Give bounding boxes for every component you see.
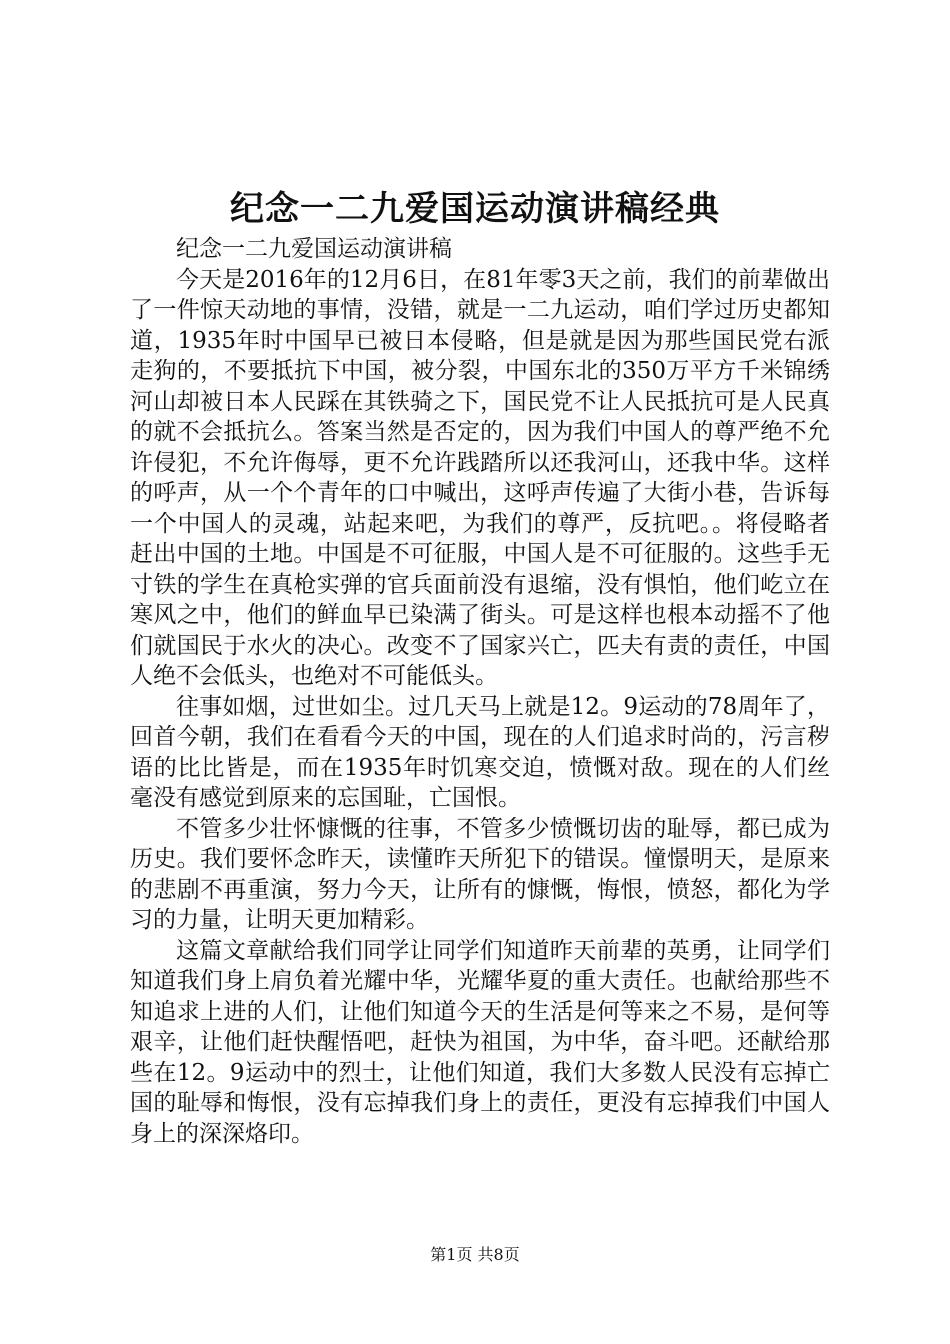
paragraph-4: 这篇文章献给我们同学让同学们知道昨天前辈的英勇，让同学们知道我们身上肩负着光耀中华，光耀华夏的重大责任。也献给那些不知追求上进的人们，让他们知道今天的生活是何等来之不易，是何等艰辛，让他们赶快醒悟吧，赶快为祖国，为中华，奋斗吧。还献给那些在12。9运动中的烈士，让他们知道，我们大多数人民没有忘掉亡国的耻辱和悔恨，没有忘掉我们身上的责任，更没有忘掉我们中国人身上的深深烙印。: [130, 937, 830, 1147]
paragraph-2: 往事如烟，过世如尘。过几天马上就是12。9运动的78周年了，回首今朝，我们在看看今天的中国，现在的人们追求时尚的，污言秽语的比比皆是，而在1935年时饥寒交迫，愤慨对敌。现在的人们丝毫没有感觉到原来的忘国耻，亡国恨。: [130, 693, 830, 811]
page-number-footer: 第1页 共8页: [430, 1245, 520, 1264]
paragraph-1: 今天是2016年的12月6日，在81年零3天之前，我们的前辈做出了一件惊天动地的事情，没错，就是一二九运动，咱们学过历史都知道，1935年时中国早已被日本侵略，但是就是因为那些国民党右派走狗的，不要抵抗下中国，被分裂，中国东北的350万平方千米锦绣河山却被日本人民踩在其铁骑之下，国民党不让人民抵抗可是人民真的就不会抵抗么。答案当然是否定的，因为我们中国人的尊严绝不允许侵犯，不允许侮辱，更不允许践踏所以还我河山，还我中华。这样的呼声，从一个个青年的口中喊出，这呼声传遍了大街小巷，告诉每一个中国人的灵魂，站起来吧，为我们的尊严，反抗吧。。将侵略者赶出中国的土地。中国是不可征服，中国人是不可征服的。这些手无寸铁的学生在真枪实弹的官兵面前没有退缩，没有惧怕，他们屹立在寒风之中，他们的鲜血早已染满了街头。可是这样也根本动摇不了他们就国民于水火的决心。改变不了国家兴亡，匹夫有责的责任，中国人绝不会低头，也绝对不可能低头。: [130, 266, 830, 689]
document-title: 纪念一二九爱国运动演讲稿经典: [230, 189, 720, 229]
document-body: [130, 234, 830, 1149]
paragraph-3: 不管多少壮怀慷慨的往事，不管多少愤慨切齿的耻辱，都已成为历史。我们要怀念昨天，读懂昨天所犯下的错误。憧憬明天，是原来的悲剧不再重演，努力今天，让所有的慷慨，悔恨，愤怒，都化为学习的力量，让明天更加精彩。: [130, 815, 830, 933]
document-subtitle: 纪念一二九爱国运动演讲稿: [176, 236, 452, 262]
